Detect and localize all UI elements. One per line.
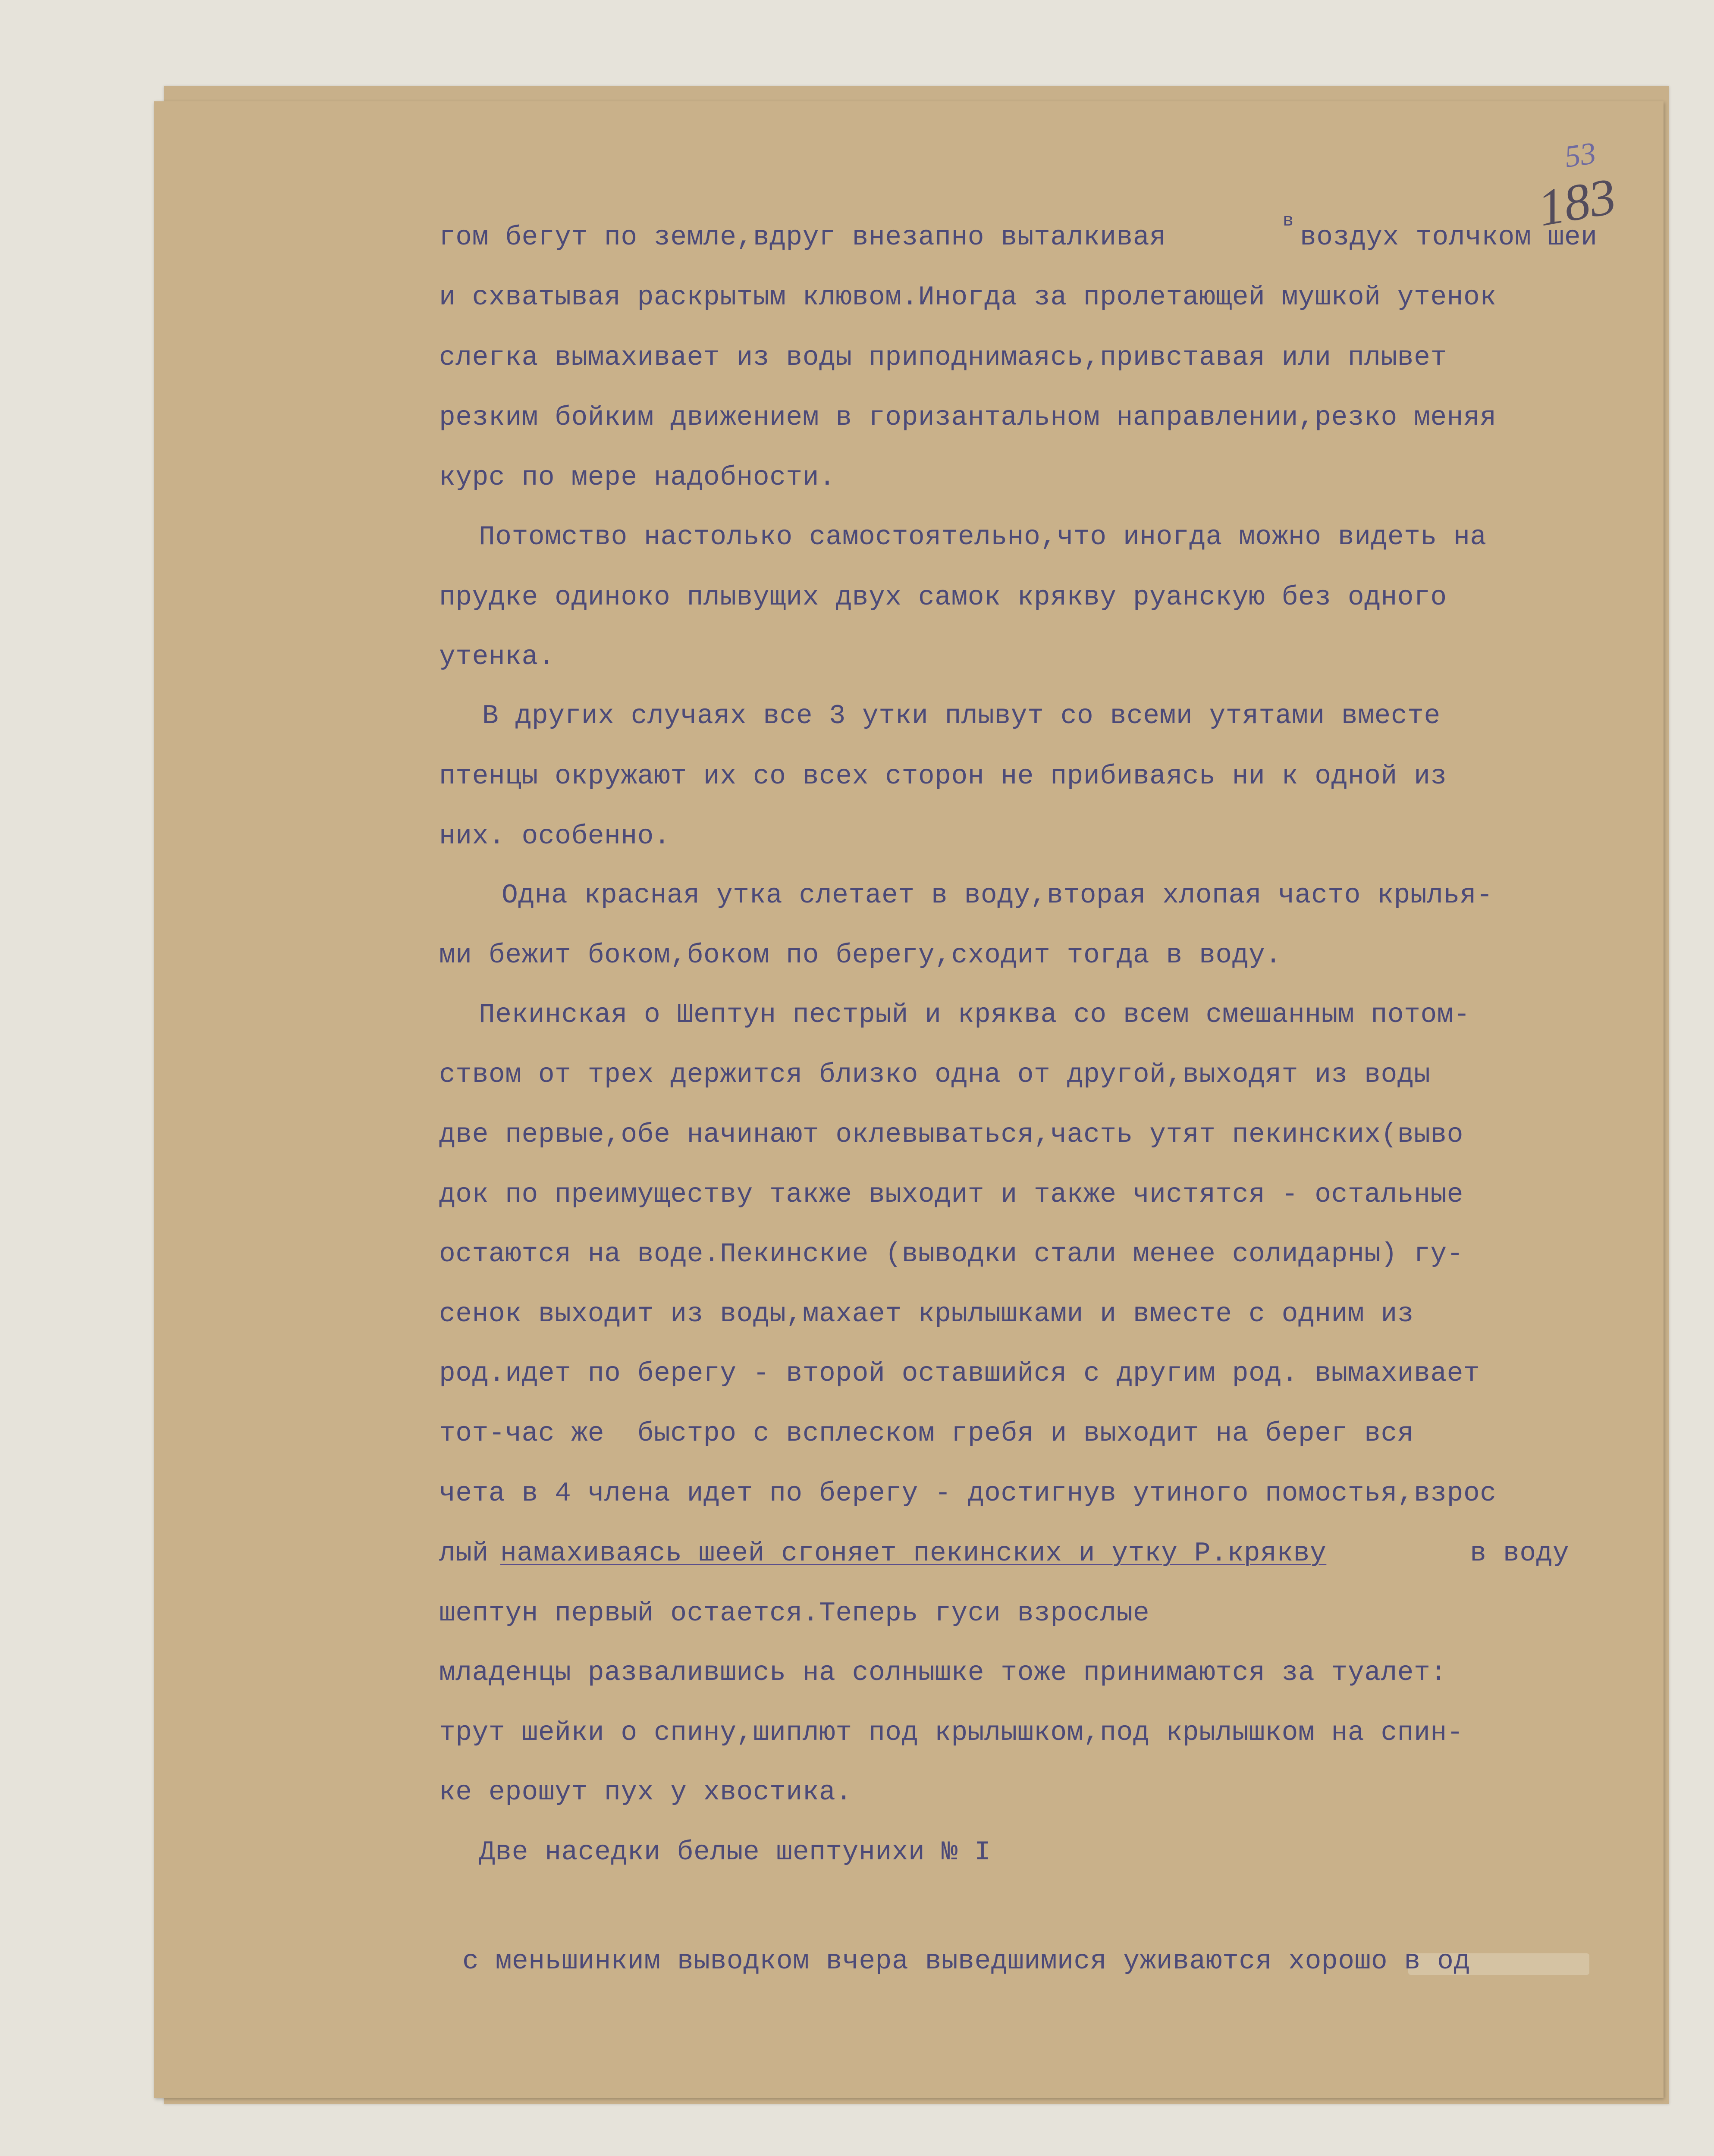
text-line-28: Две наседки белые шептунихи № I	[479, 1837, 991, 1868]
text-line-19: сенок выходит из воды,махает крылышками и вместе с одним из	[439, 1299, 1414, 1329]
text-line-15: ством от трех держится близко одна от другой,выходят из воды	[439, 1059, 1431, 1090]
text-line-3: слегка вымахивает из воды приподнимаясь,привставая или плывет	[439, 342, 1447, 373]
text-line-24: шептун первый остается.Теперь гуси взрослые	[439, 1598, 1150, 1629]
text-line-22: чета в 4 члена идет по берегу - достигнув утиного помостья,взрос	[439, 1478, 1497, 1509]
text-line-11: них. особенно.	[439, 821, 671, 852]
text-line-1-continued: воздух толчком шеи	[1300, 222, 1598, 253]
text-line-29: с меньшинким выводком вчера выведшимися уживаются хорошо в од	[462, 1946, 1470, 1977]
text-line-27: ке ерошут пух у хвостика.	[439, 1777, 852, 1808]
text-line-12: Одна красная утка слетает в воду,вторая хлопая часто крылья-	[502, 880, 1493, 911]
text-line-1: гом бегут по земле,вдруг внезапно выталкивая	[439, 222, 1166, 253]
text-line-21: тот-час же быстро с всплеском гребя и выходит на берег вся	[439, 1418, 1414, 1449]
text-line-14: Пекинская о Шептун пестрый и кряква со всем смешанным потом-	[479, 1000, 1470, 1030]
text-line-5: курс по мере надобности.	[439, 462, 836, 493]
text-line-23-underlined: намахиваясь шеей сгоняет пекинских и утку Р.крякву	[500, 1538, 1327, 1569]
text-line-8: утенка.	[439, 642, 555, 672]
text-line-20: род.идет по берегу - второй оставшийся с другим род. вымахивает	[439, 1358, 1480, 1389]
text-line-25: младенцы развалившись на солнышке тоже принимаются за туалет:	[439, 1658, 1447, 1688]
text-line-23: лый	[439, 1538, 489, 1569]
text-line-7: прудке одиноко плывущих двух самок крякву руанскую без одного	[439, 582, 1447, 613]
text-line-23-end: в воду	[1453, 1538, 1570, 1569]
text-line-2: и схватывая раскрытым клювом.Иногда за пролетающей мушкой утенок	[439, 282, 1497, 313]
text-line-13: ми бежит боком,боком по берегу,сходит тогда в воду.	[439, 940, 1282, 971]
text-line-6: Потомство настолько самостоятельно,что иногда можно видеть на	[479, 522, 1487, 552]
text-line-9: В других случаях все 3 утки плывут со всеми утятами вместе	[482, 701, 1441, 731]
text-line-26: трут шейки о спину,шиплют под крылышком,под крылышком на спин-	[439, 1717, 1463, 1748]
text-line-17: док по преимуществу также выходит и также чистятся - остальные	[439, 1179, 1463, 1210]
text-line-10: птенцы окружают их со всех сторон не прибиваясь ни к одной из	[439, 761, 1447, 792]
text-line-1-insertion: в	[1283, 210, 1294, 231]
text-line-4: резким бойким движением в горизантальном направлении,резко меняя	[439, 402, 1497, 433]
text-line-16: две первые,обе начинают оклевываться,часть утят пекинских(выво	[439, 1119, 1463, 1150]
page-number: 53	[1562, 135, 1598, 174]
text-line-18: остаются на воде.Пекинские (выводки стали менее солидарны) гу-	[439, 1239, 1463, 1269]
folio-number: 183	[1533, 167, 1620, 237]
